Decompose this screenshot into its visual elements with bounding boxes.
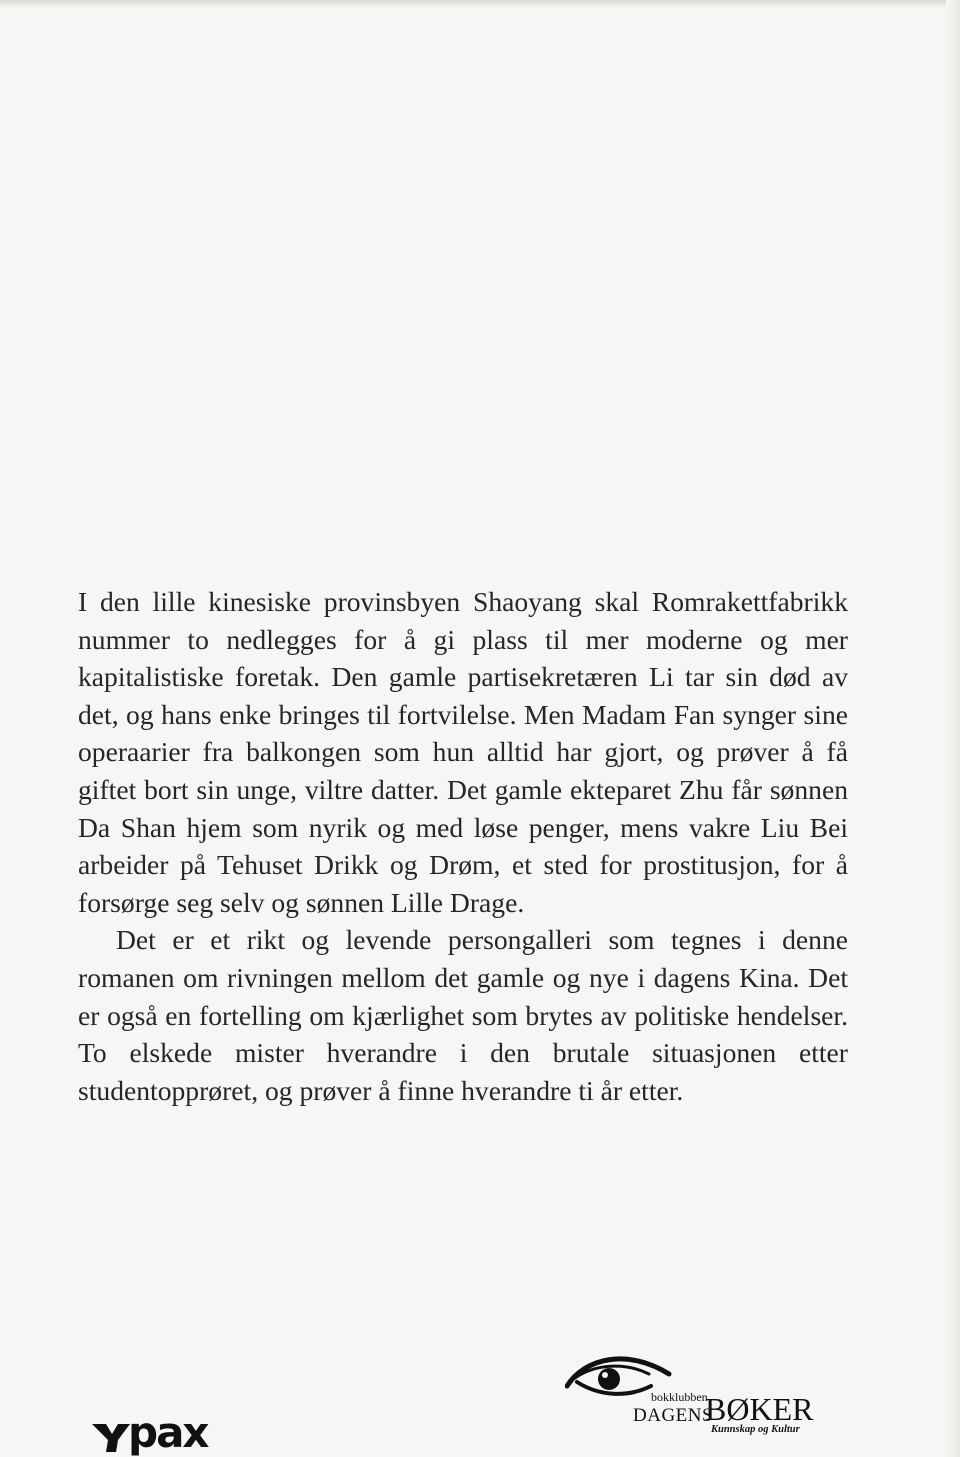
book-club-small-text: bokklubben xyxy=(651,1390,708,1404)
blurb-paragraph-1: I den lille kinesiske provinsbyen Shaoyang skal Romrakettfabrikk nummer to nedlegges for å gi plass til mer moderne og mer kapitalistiske foretak. Den gamle partisekretæren Li tar sin død av det, og hans enke bringes til fortvilelse. Men Madam Fan synger sine operaarier fra balkongen som hun alltid har gjort, og prøver å få giftet bort sin unge, viltre datter. Det gamle ekteparet Zhu får sønnen Da Shan hjem som nyrik og med løse penger, mens vakre Liu Bei arbeider på Tehuset Drikk og Drøm, et sted for prostitusjon, for å forsørge seg selv og sønnen Lille Drage. xyxy=(78,586,848,918)
blurb-text xyxy=(78,583,848,1109)
publisher-logo xyxy=(92,1408,232,1457)
blurb-paragraph-2: Det er et rikt og levende persongalleri som tegnes i denne romanen om rivningen mellom det gamle og nye i dagens Kina. Det er også en fortelling om kjærlighet som brytes av politiske hendelser. To elskede mister hverandre i den brutale situasjonen etter studentopprøret, og prøver å finne hverandre ti år etter. xyxy=(78,924,848,1106)
publisher-logo-text: pax xyxy=(128,1408,208,1457)
cover-top-edge xyxy=(0,0,960,8)
pax-mark-icon xyxy=(92,1420,130,1452)
book-club-tagline: Kunnskap og Kultur xyxy=(711,1424,800,1435)
book-club-boker: BØKER xyxy=(705,1391,814,1427)
book-club-dagens: DAGENS xyxy=(633,1405,714,1426)
book-club-logo xyxy=(565,1352,835,1442)
cover-right-edge xyxy=(946,0,960,1457)
